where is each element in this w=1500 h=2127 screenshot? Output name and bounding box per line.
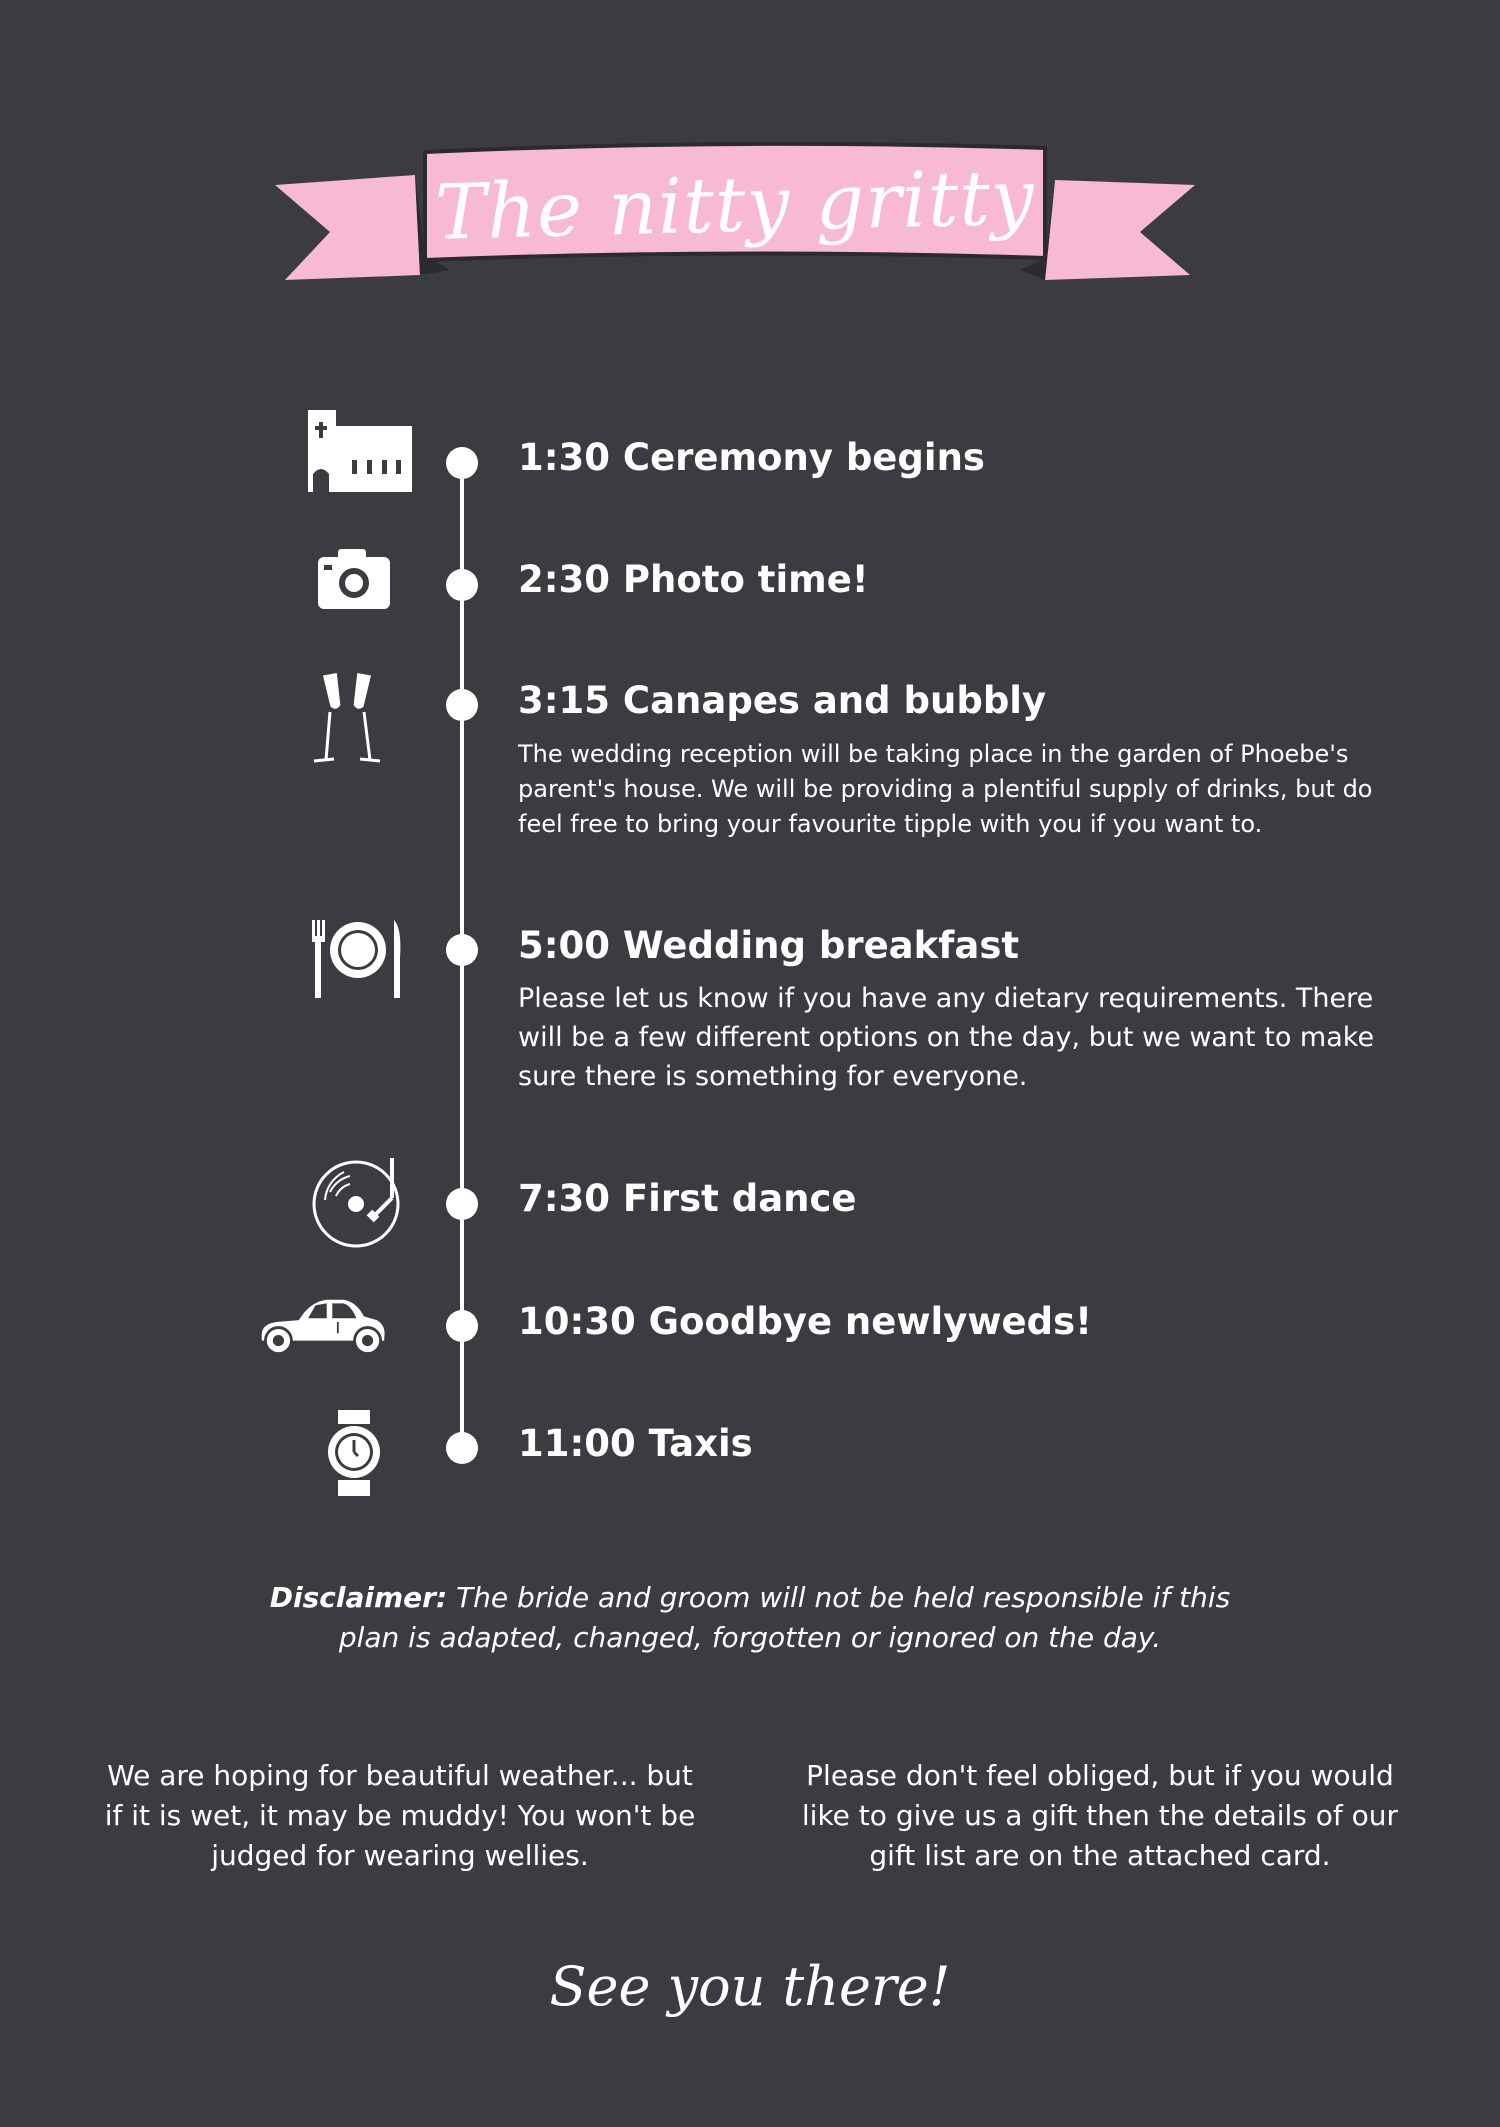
champagne-glasses-icon <box>300 672 430 772</box>
disclaimer <box>250 1578 1250 1658</box>
disclaimer-text: The bride and groom will not be held responsible if this plan is adapted, changed, forgotten or ignored on the day. <box>338 1581 1231 1654</box>
timeline-dot <box>446 1188 478 1220</box>
timeline-dot <box>446 447 478 479</box>
camera-icon <box>300 535 430 635</box>
timeline-dot <box>446 689 478 721</box>
event-title: 10:30 Goodbye newlyweds! <box>518 1300 1093 1343</box>
gift-note: Please don't feel obliged, but if you would like to give us a gift then the details of our gift list are on the attached card. <box>801 1759 1399 1872</box>
record-player-icon <box>300 1158 430 1258</box>
vintage-car-icon <box>258 1285 388 1385</box>
event-description: Please let us know if you have any dietary requirements. There will be a few different options on the day, but we want to make sure there is something for everyone. <box>518 983 1375 1092</box>
event-title: 7:30 First dance <box>518 1177 857 1220</box>
church-icon <box>300 408 430 508</box>
event-title: 3:15 Canapes and bubbly <box>518 679 1047 722</box>
timeline-dot <box>446 569 478 601</box>
event-description: The wedding reception will be taking place in the garden of Phoebe's parent's house. We will be providing a plentiful supply of drinks, but do feel free to bring your favourite tipple with you if you want to. <box>518 740 1373 838</box>
event-title: 1:30 Ceremony begins <box>518 436 985 479</box>
event-title: 11:00 Taxis <box>518 1422 753 1465</box>
page-title: The nitty gritty <box>434 152 1036 257</box>
event-title: 2:30 Photo time! <box>518 558 869 601</box>
disclaimer-label: Disclaimer: <box>269 1581 448 1614</box>
plate-cutlery-icon <box>300 918 430 1018</box>
weather-note: We are hoping for beautiful weather... but if it is wet, it may be muddy! You won't be judged for wearing wellies. <box>104 1759 696 1872</box>
timeline-dot <box>446 1432 478 1464</box>
wristwatch-icon <box>300 1408 430 1508</box>
closing-message: See you there! <box>549 1955 951 2018</box>
event-title: 5:00 Wedding breakfast <box>518 924 1020 967</box>
title-banner <box>275 140 1195 290</box>
timeline-dot <box>446 1310 478 1342</box>
timeline-dot <box>446 934 478 966</box>
